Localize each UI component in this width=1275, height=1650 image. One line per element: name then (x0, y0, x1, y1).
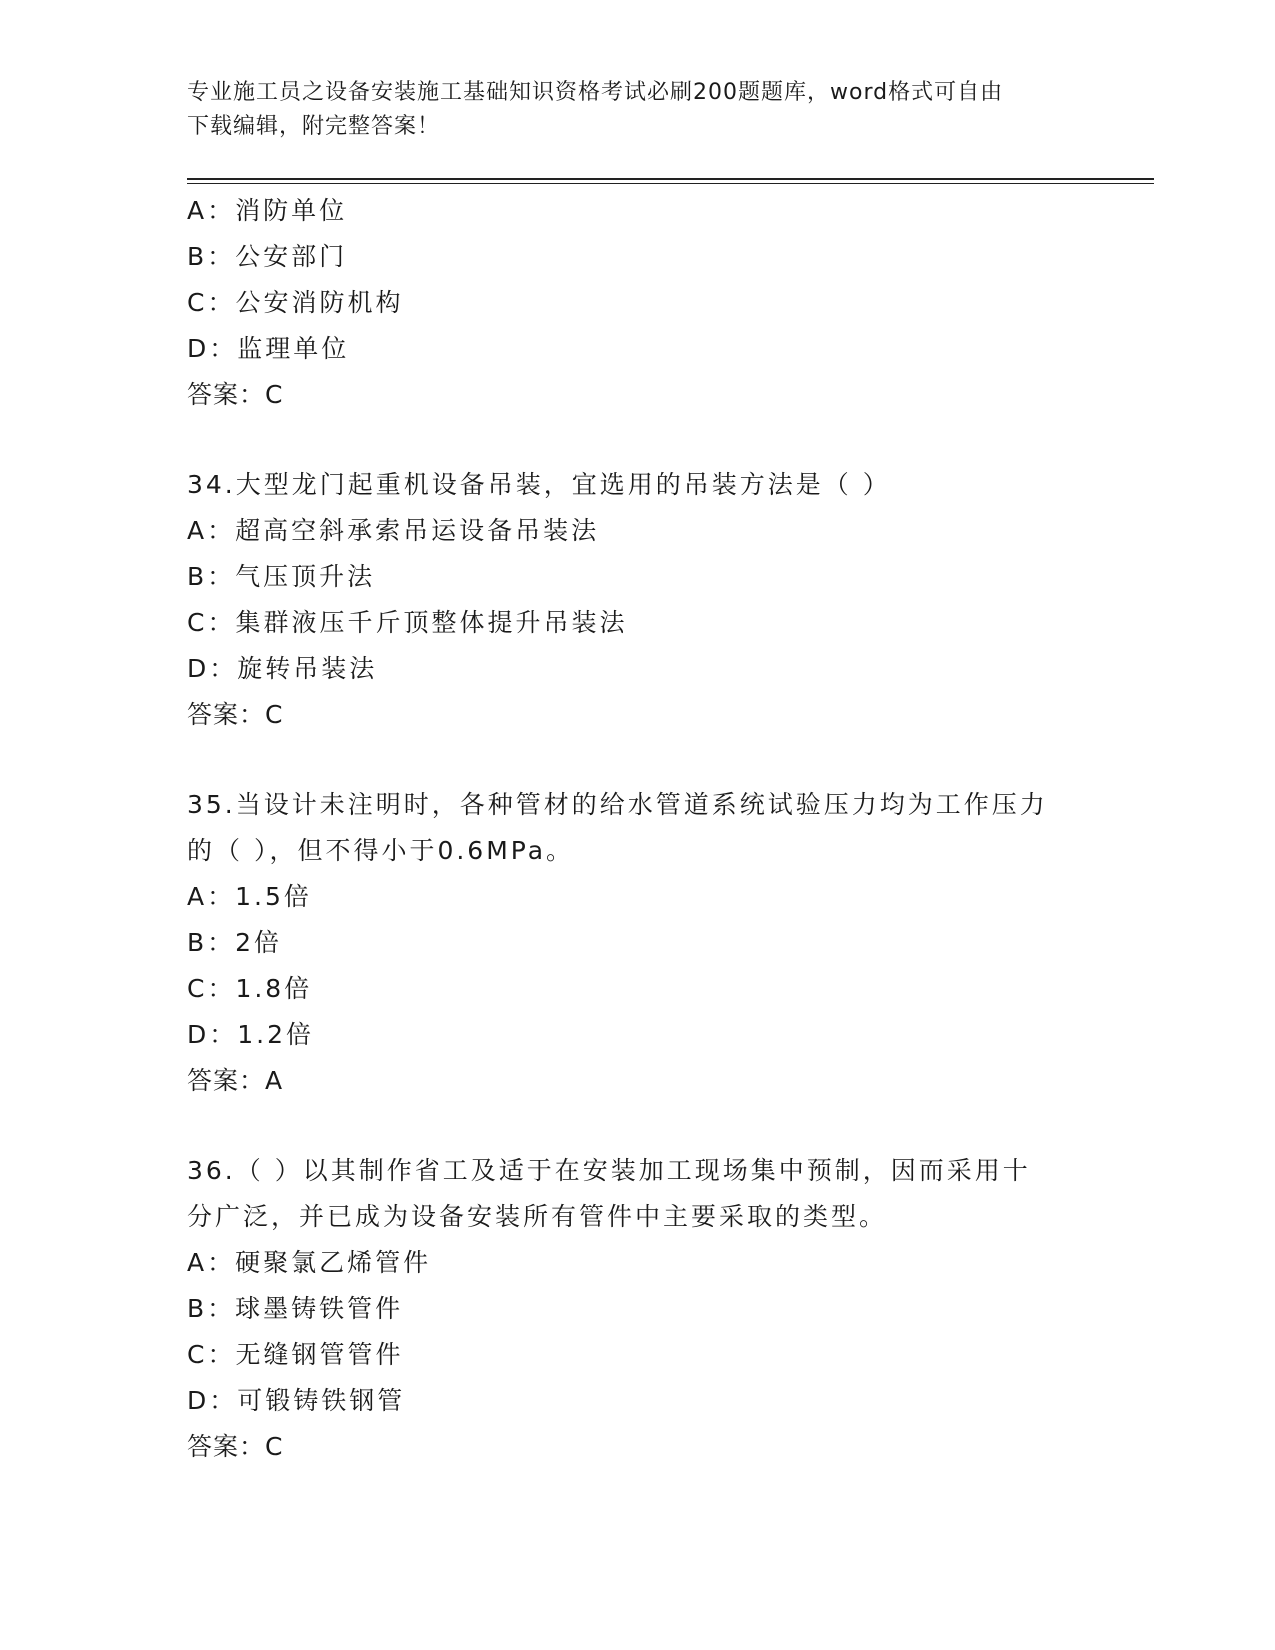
option-b: B：气压顶升法 (187, 562, 376, 591)
question-text-line-1: 35.当设计未注明时，各种管材的给水管道系统试验压力均为工作压力 (187, 790, 1048, 819)
answer: 答案：A (187, 1066, 284, 1095)
option-a: A：硬聚氯乙烯管件 (187, 1248, 432, 1277)
header-divider-thick (187, 178, 1154, 180)
spacer (187, 418, 1127, 462)
spacer (187, 738, 1127, 782)
question-text-line-2: 的（ ），但不得小于0.6MPa。 (187, 836, 575, 865)
option-b: B：球墨铸铁管件 (187, 1294, 404, 1323)
question-34 (187, 462, 1127, 738)
option-b: B：公安部门 (187, 242, 348, 271)
question-text-line-1: 36.（ ）以其制作省工及适于在安装加工现场集中预制，因而采用十 (187, 1156, 1031, 1185)
option-c: C：集群液压千斤顶整体提升吊装法 (187, 608, 628, 637)
question-text: 34.大型龙门起重机设备吊装，宜选用的吊装方法是（ ） (187, 470, 891, 499)
option-d: D：可锻铸铁钢管 (187, 1386, 406, 1415)
option-d: D：监理单位 (187, 334, 350, 363)
answer: 答案：C (187, 700, 284, 729)
document-header (187, 76, 1087, 144)
spacer (187, 1104, 1127, 1148)
option-c: C：1.8倍 (187, 974, 313, 1003)
option-a: A：消防单位 (187, 196, 348, 225)
option-d: D：旋转吊装法 (187, 654, 378, 683)
answer: 答案：C (187, 380, 284, 409)
option-c: C：无缝钢管管件 (187, 1340, 404, 1369)
question-text-line-2: 分广泛，并已成为设备安装所有管件中主要采取的类型。 (187, 1202, 888, 1231)
question-36 (187, 1148, 1127, 1470)
header-line-1: 专业施工员之设备安装施工基础知识资格考试必刷200题题库，word格式可自由 (187, 80, 1004, 105)
answer: 答案：C (187, 1432, 284, 1461)
question-33 (187, 188, 1127, 418)
question-list (187, 188, 1127, 1470)
header-line-2: 下载编辑，附完整答案！ (187, 114, 441, 139)
option-b: B：2倍 (187, 928, 283, 957)
option-c: C：公安消防机构 (187, 288, 404, 317)
header-divider-thin (187, 183, 1154, 184)
option-a: A：超高空斜承索吊运设备吊装法 (187, 516, 600, 545)
option-a: A：1.5倍 (187, 882, 312, 911)
option-d: D：1.2倍 (187, 1020, 315, 1049)
question-35 (187, 782, 1127, 1104)
